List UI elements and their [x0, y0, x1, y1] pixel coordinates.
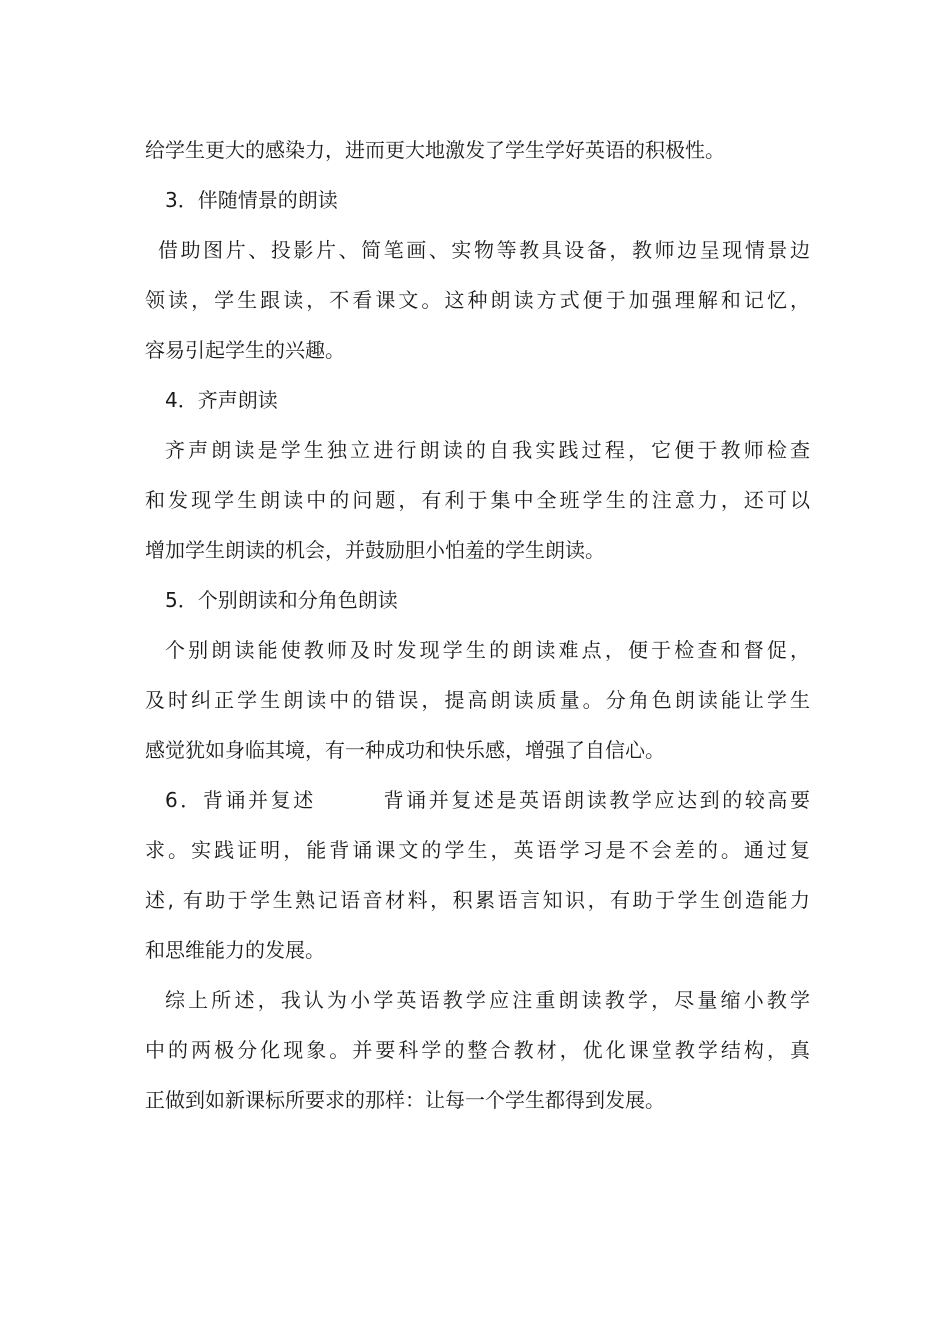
paragraph-line: 及时纠正学生朗读中的错误，提高朗读质量。分角色朗读能让学生: [145, 688, 810, 712]
paragraph-line: 中的两极分化现象。并要科学的整合教材，优化课堂教学结构，真: [145, 1038, 810, 1062]
paragraph-line: 借助图片、投影片、简笔画、实物等教具设备，教师边呈现情景边: [158, 238, 810, 262]
paragraph-line: 齐声朗读是学生独立进行朗读的自我实践过程，它便于教师检查: [165, 438, 810, 462]
paragraph-line: 综上所述，我认为小学英语教学应注重朗读教学，尽量缩小教学: [165, 988, 810, 1012]
paragraph-line: 正做到如新课标所要求的那样：让每一个学生都得到发展。: [145, 1088, 665, 1112]
paragraph-line: 和思维能力的发展。: [145, 938, 325, 962]
section-heading: 5．个别朗读和分角色朗读: [165, 588, 398, 612]
section-heading: 4．齐声朗读: [165, 388, 278, 412]
paragraph-line: 容易引起学生的兴趣。: [145, 338, 345, 362]
paragraph-line: 给学生更大的感染力，进而更大地激发了学生学好英语的积极性。: [145, 138, 725, 162]
paragraph-line: 增加学生朗读的机会，并鼓励胆小怕羞的学生朗读。: [145, 538, 605, 562]
section-heading-with-text: 6．背诵并复述 背诵并复述是英语朗读教学应达到的较高要: [165, 788, 810, 812]
paragraph-line: 求。实践证明，能背诵课文的学生，英语学习是不会差的。通过复: [145, 838, 810, 862]
paragraph-line: 感觉犹如身临其境，有一种成功和快乐感，增强了自信心。: [145, 738, 665, 762]
paragraph-line: 领读，学生跟读，不看课文。这种朗读方式便于加强理解和记忆，: [145, 288, 810, 312]
section-heading: 3．伴随情景的朗读: [165, 188, 338, 212]
paragraph-line: 个别朗读能使教师及时发现学生的朗读难点，便于检查和督促，: [165, 638, 810, 662]
paragraph-line: 述, 有助于学生熟记语音材料，积累语言知识，有助于学生创造能力: [145, 888, 810, 912]
paragraph-line: 和发现学生朗读中的问题，有利于集中全班学生的注意力，还可以: [145, 488, 810, 512]
